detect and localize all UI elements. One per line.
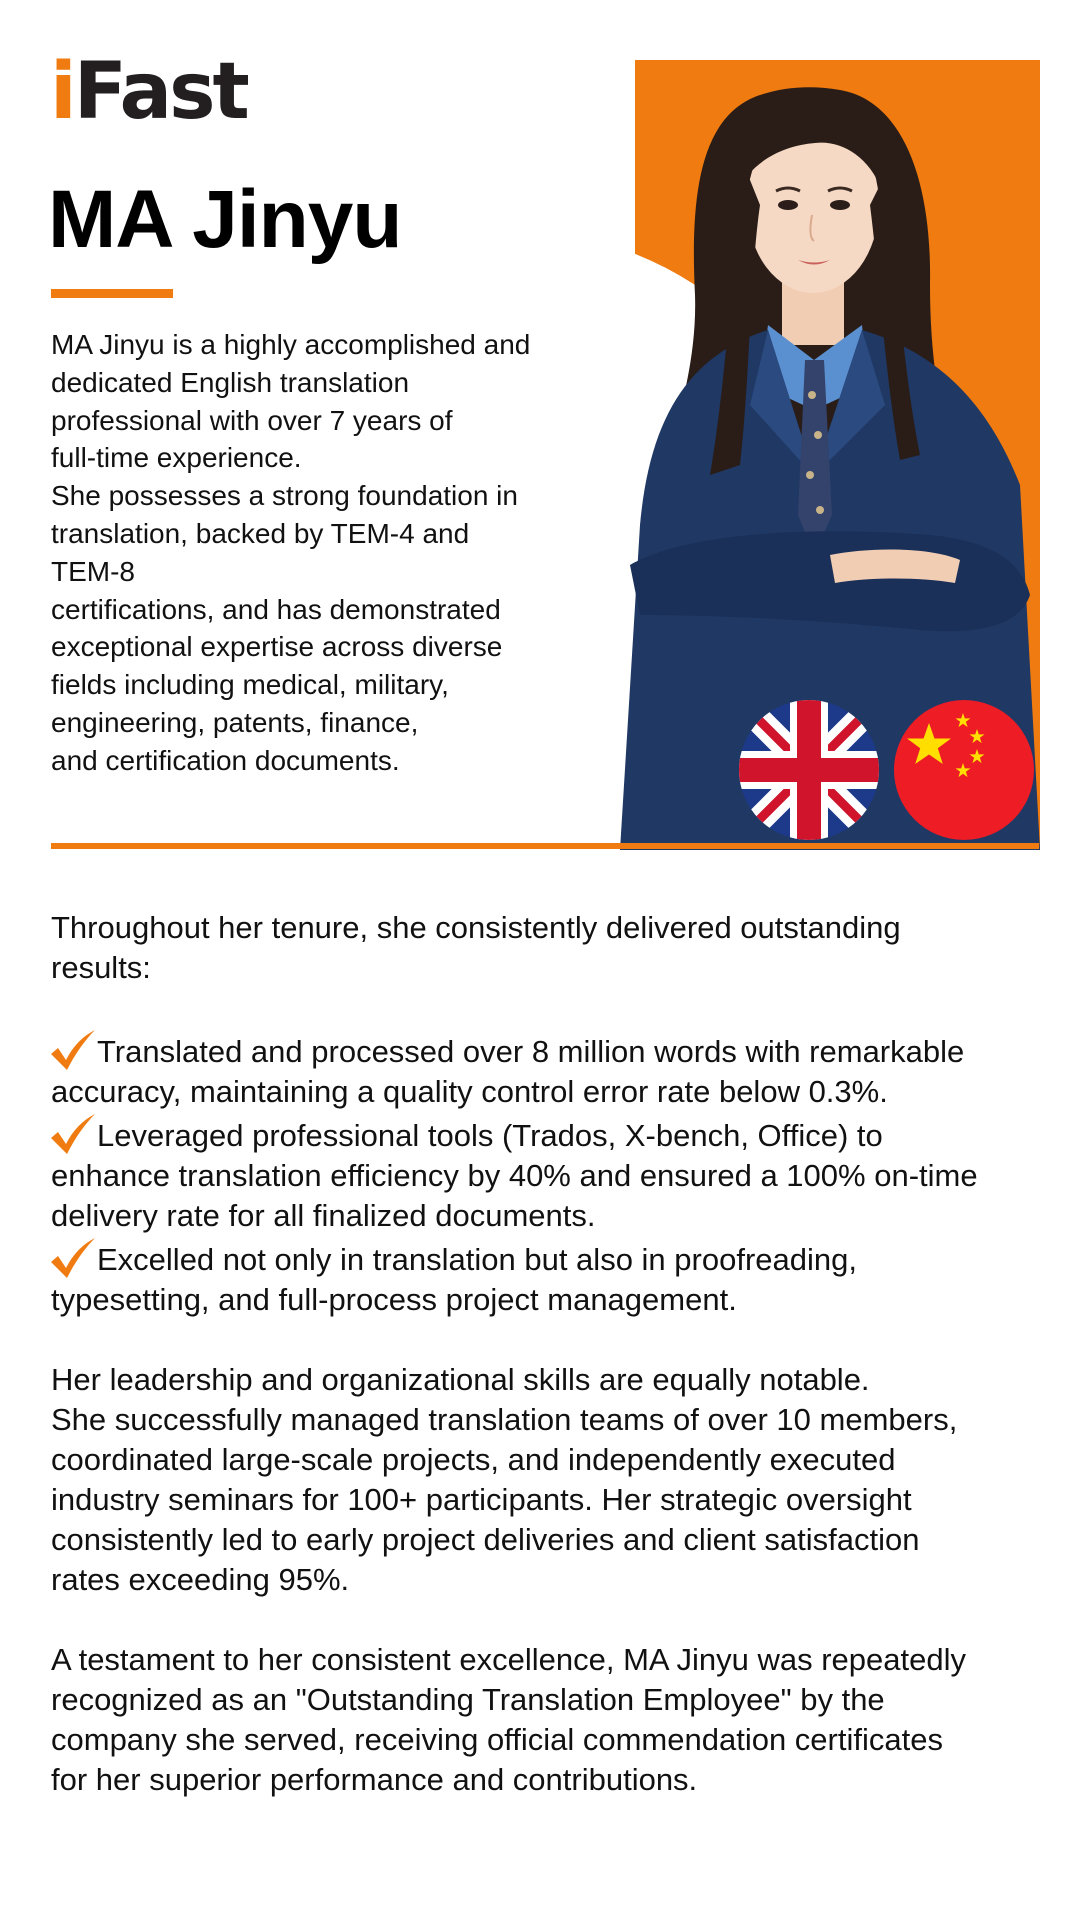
bio-line: and certification documents. [51, 744, 400, 776]
bio-text [51, 326, 591, 780]
bio-line: TEM-8 [51, 555, 135, 587]
achievement-line: delivery rate for all finalized documents. [51, 1198, 596, 1233]
spacer [51, 988, 1041, 1028]
spacer [51, 1320, 1041, 1360]
checkmark-icon [49, 1112, 97, 1156]
recognition-line: recognized as an "Outstanding Translation Employee" by the [51, 1682, 885, 1717]
uk-flag-icon [738, 699, 880, 841]
achievement-item [51, 1028, 1041, 1072]
china-flag-icon [893, 699, 1035, 841]
achievement-line: accuracy, maintaining a quality control error rate below 0.3%. [51, 1074, 888, 1109]
leadership-line: industry seminars for 100+ participants. Her strategic oversight [51, 1482, 912, 1517]
bio-line: dedicated English translation [51, 366, 410, 398]
bio-line: full-time experience. [51, 442, 302, 474]
section-divider [51, 843, 1039, 849]
achievement-item [51, 1236, 1041, 1280]
recognition-line: A testament to her consistent excellence, MA Jinyu was repeatedly [51, 1642, 966, 1677]
checkmark-icon [49, 1236, 97, 1280]
bio-line: engineering, patents, finance, [51, 706, 419, 738]
leadership-line: She successfully managed translation teams of over 10 members, [51, 1402, 958, 1437]
bio-line: professional with over 7 years of [51, 404, 453, 436]
recognition-line: for her superior performance and contributions. [51, 1762, 698, 1797]
leadership-line: consistently led to early project deliveries and client satisfaction [51, 1522, 920, 1557]
achievement-line: typesetting, and full-process project management. [51, 1282, 737, 1317]
recognition-line: company she served, receiving official commendation certificates [51, 1722, 943, 1757]
name-underline [51, 289, 173, 298]
bio-line: certifications, and has demonstrated [51, 593, 501, 625]
leadership-line: Her leadership and organizational skills are equally notable. [51, 1362, 870, 1397]
logo-letter-i: i [50, 47, 74, 137]
bio-line: fields including medical, military, [51, 669, 449, 701]
ifast-logo [50, 47, 247, 137]
achievement-line: enhance translation efficiency by 40% and ensured a 100% on-time [51, 1158, 978, 1193]
bio-line: translation, backed by TEM-4 and [51, 517, 470, 549]
intro-line: Throughout her tenure, she consistently delivered outstanding [51, 910, 901, 945]
main-content [51, 908, 1041, 1800]
achievement-line: Leveraged professional tools (Trados, X-bench, Office) to [97, 1118, 883, 1153]
profile-name: MA Jinyu [48, 174, 402, 265]
spacer [51, 1600, 1041, 1640]
achievement-item [51, 1112, 1041, 1156]
checkmark-icon [49, 1028, 97, 1072]
bio-line: MA Jinyu is a highly accomplished and [51, 329, 531, 360]
bio-line: She possesses a strong foundation in [51, 480, 518, 512]
leadership-line: coordinated large-scale projects, and independently executed [51, 1442, 896, 1477]
leadership-line: rates exceeding 95%. [51, 1562, 350, 1597]
intro-line: results: [51, 950, 151, 985]
logo-wordmark: Fast [73, 47, 247, 137]
achievement-line: Excelled not only in translation but also in proofreading, [97, 1242, 857, 1277]
achievement-line: Translated and processed over 8 million words with remarkable [97, 1034, 965, 1069]
bio-line: exceptional expertise across diverse [51, 631, 503, 663]
